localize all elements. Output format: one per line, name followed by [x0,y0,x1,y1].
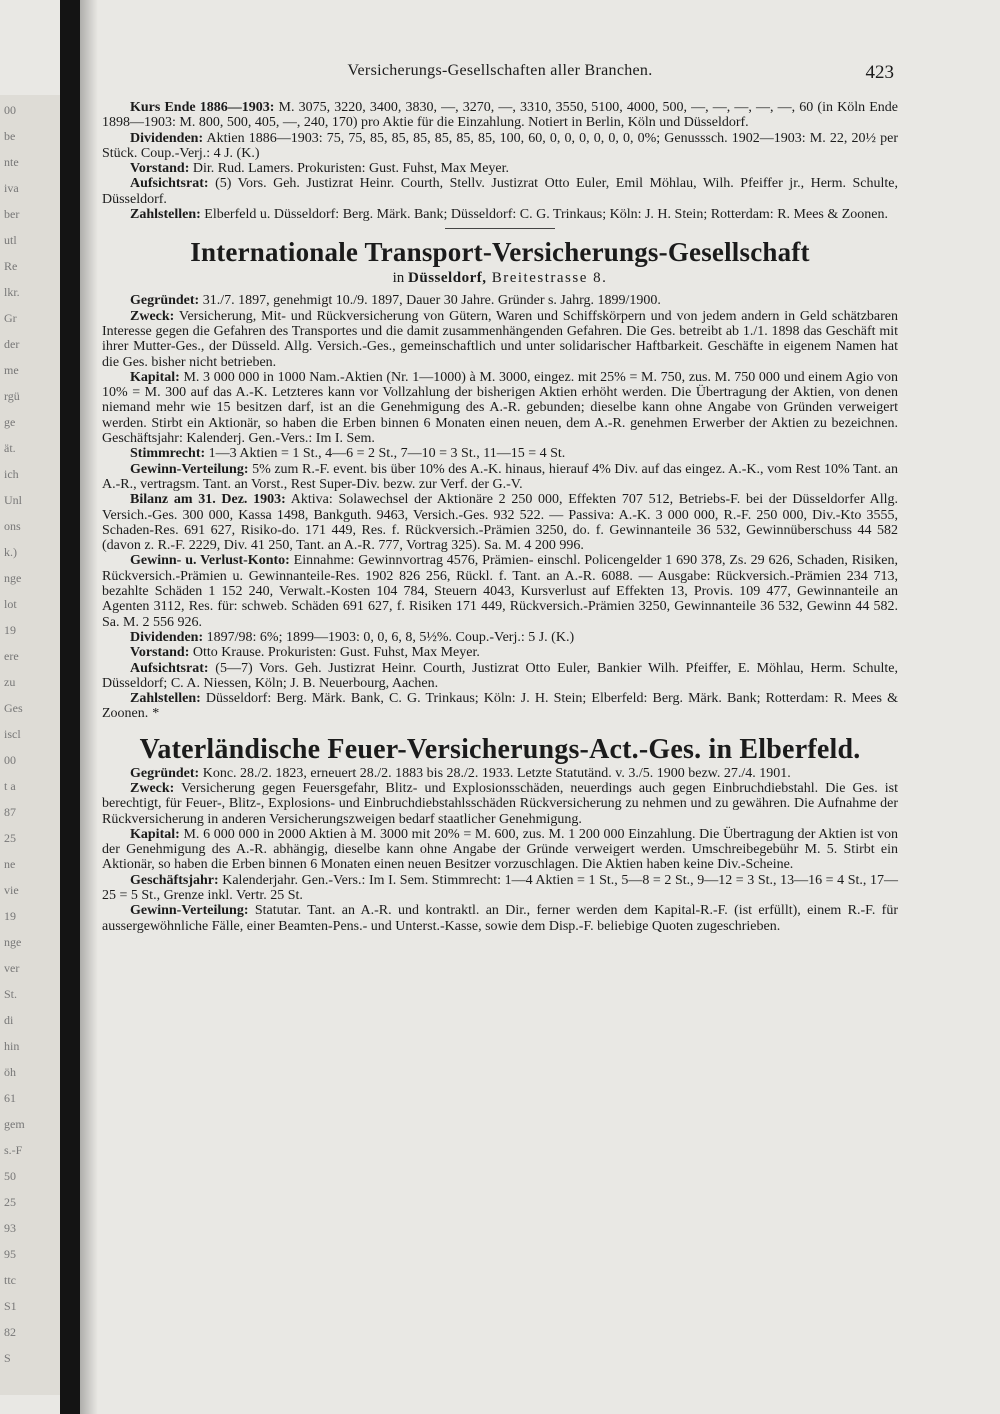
facing-page-fragment: ttc [4,1273,16,1287]
company-location [102,269,898,287]
entry-paragraph [102,691,898,722]
entry-paragraph [102,293,898,308]
entry-paragraph [102,161,898,176]
entry-paragraph [102,100,898,131]
closing-mark: * [152,706,160,722]
entry-paragraph [102,645,898,660]
entry-label: Gewinn-Verteilung: [130,903,249,919]
facing-page-fragment: ons [4,519,21,533]
entry-text: (5—7) Vors. Geh. Justizrat Heinr. Courth, Justizrat Otto Euler, Bankier Wilh. Pfeiffer, E. Möhlau, Herm. Schulte, Düsseldorf; C. A. Niessen, Köln; J. B. Neuerbourg, Aachen. [102,660,898,691]
facing-page-fragment: ver [4,961,20,975]
facing-page-fragment: 00 [4,103,16,117]
facing-page-fragment: ät. [4,441,16,455]
entry-label: Zweck: [130,308,175,324]
entry-paragraph [102,661,898,692]
facing-page-fragment: der [4,337,20,351]
facing-page-fragment: hin [4,1039,20,1053]
facing-page-fragment: 87 [4,805,16,819]
entry-paragraph [102,827,898,873]
entry-paragraph [102,370,898,446]
section-previous-company [102,100,898,222]
facing-page-fragment: 93 [4,1221,16,1235]
facing-page-fragment: 00 [4,753,16,767]
entry-label: Bilanz am 31. Dez. 1903: [130,492,286,508]
entry-paragraph [102,309,898,370]
facing-page-fragment: ber [4,207,20,221]
entry-paragraph [102,873,898,904]
entry-paragraph [102,553,898,629]
entry-paragraph [102,781,898,827]
facing-page-fragment: s.-F [4,1143,23,1157]
entry-label: Dividenden: [130,130,204,146]
company-title: Internationale Transport-Versicherungs-Gesellschaft [190,237,810,268]
facing-page-fragment: 50 [4,1169,16,1183]
facing-page-fragment: zu [4,675,16,689]
entry-text: M. 3075, 3220, 3400, 3830, —, 3270, —, 3310, 3550, 5100, 4000, 500, —, —, —, —, —, 60 (in Köln Ende 1898—1903: M. 800, 500, 405, —, 240, 170) pro Aktie für die Einzahlung. Notiert in Berlin, Köln und Düsseldorf. [102,100,899,131]
facing-page-fragment: S [4,1351,11,1365]
entry-text: Otto Krause. Prokuristen: Gust. Fuhst, Max Meyer. [189,645,480,661]
entry-label: Zahlstellen: [130,691,201,707]
facing-page-fragment: Re [4,259,18,273]
facing-page-fragment: utl [4,233,17,247]
entry-paragraph [102,131,898,162]
entry-paragraph [102,446,898,461]
facing-page-fragment: ich [4,467,19,481]
entry-label: Kapital: [130,826,180,842]
facing-page-fragment: gem [4,1117,25,1131]
entry-label: Gegründet: [130,765,200,781]
entry-label: Kapital: [130,369,180,385]
facing-page-fragment: k.) [4,545,17,559]
entry-body [102,293,898,721]
entry-text: Elberfeld u. Düsseldorf: Berg. Märk. Bank; Düsseldorf: C. G. Trinkaus; Köln: J. H. Stein; Rotterdam: R. Mees & Zoonen. [200,207,889,223]
facing-page-fragment: 82 [4,1325,16,1339]
facing-page-margin [0,95,60,1395]
entry-text: 1897/98: 6%; 1899—1903: 0, 0, 6, 8, 5½%. Coup.-Verj.: 5 J. (K.) [203,629,575,645]
spine-shadow [80,0,98,1414]
running-head [102,62,898,92]
section-divider [445,228,555,229]
entry-paragraph [102,176,898,207]
facing-page-fragment: 19 [4,623,16,637]
facing-page-fragment: me [4,363,19,377]
entry-text: Düsseldorf: Berg. Märk. Bank, C. G. Trinkaus; Köln: J. H. Stein; Elberfeld: Berg. Märk. Bank; Rotterdam: R. Mees & Zoonen. [102,691,898,722]
entry-label: Aufsichtsrat: [130,176,209,192]
entry-text: Einnahme: Gewinnvortrag 4576, Prämien- einschl. Policengelder 1 690 378, Zs. 29 626, Schaden, Risiken, Rückversich.-Prämien u. Gewinnanteile-Res. 1902 826 256, Rückl. f. Tant. an A.-R. 6088. — Ausgabe: Rückversich.-Prämien 234 713, bezahlte Schäden 1 152 240, Verwalt.-Kosten 104 784, Steuern 4043, Kursverlust auf Effekten 13, Provis. 109 477, Gewinnanteile an Agenten 3112, Res. für: schweb. Schäden 691 627, f. Risiken 171 449, Rückversich.-Prämien 3250, Gewinnanteile 36 532, Gewinn 44 582. Sa. M. 2 556 926. [102,553,898,630]
facing-page-fragment: rgü [4,389,20,403]
entry-text: (5) Vors. Geh. Justizrat Heinr. Courth, Stellv. Justizrat Otto Euler, Emil Möhlau, Wilh. Pfeiffer jr., Herm. Schulte, Düsseldorf. [102,176,898,207]
entry-text: Dir. Rud. Lamers. Prokuristen: Gust. Fuhst, Max Meyer. [189,161,510,177]
facing-page-fragment: ere [4,649,19,663]
facing-page-fragment: lot [4,597,17,611]
facing-page-fragment: 19 [4,909,16,923]
facing-page-fragment: iva [4,181,19,195]
facing-page-fragment: öh [4,1065,16,1079]
facing-page-fragment: lkr. [4,285,20,299]
facing-page-fragment: be [4,129,16,143]
entry-text: 1—3 Aktien = 1 St., 4—6 = 2 St., 7—10 = 3 St., 11—15 = 4 St. [205,446,566,462]
entry-paragraph [102,903,898,934]
entry-text: Konc. 28./2. 1823, erneuert 28./2. 1883 bis 28./2. 1933. Letzte Statutänd. v. 3./5. 1900 bezw. 27./4. 1901. [199,765,791,781]
facing-page-fragment: ne [4,857,16,871]
running-title: Versicherungs-Gesellschaften aller Branchen. [347,62,653,79]
facing-page-fragment: Ges [4,701,23,715]
entry-text: Aktien 1886—1903: 75, 75, 85, 85, 85, 85, 85, 85, 100, 60, 0, 0, 0, 0, 0, 0, 0%; Genusssch. 1902—1903: M. 22, 20½ per Stück. Coup.-Verj.: 4 J. (K.) [102,130,898,161]
facing-page-fragment: ge [4,415,16,429]
entry-paragraph [102,630,898,645]
entry-text: Kalenderjahr. Gen.-Vers.: Im I. Sem. Stimmrecht: 1—4 Aktien = 1 St., 5—8 = 2 St., 9—12 = 3 St., 13—16 = 4 St., 17—25 = 5 St., Grenze inkl. Vertr. 25 St. [102,872,898,904]
entry-text: Versicherung gegen Feuersgefahr, Blitz- und Explosionsschäden, neuerdings auch gegen Einbruchdiebstahl. Die Ges. ist berechtigt, für Feuer-, Blitz-, Explosions- und Einbruchdiebstahlsschäden Rückversicherung zu nehmen und zu gewähren. Die Aufnahme der Rückversicherung in anderen Versicherungszweigen bedarf staatlicher Genehmigung. [102,780,898,827]
entry-label: Gewinn-Verteilung: [130,461,249,477]
facing-page-fragment: Unl [4,493,22,507]
entry-text: Versicherung, Mit- und Rückversicherung von Gütern, Waren und Schiffskörpern und von jedem andern in Geld schätzbaren Interesse gegen die Gefahren des Transportes und die damit zusammenhängenden Gefahren. Die Ges. betreibt ab 1./1. 1898 das Geschäft mit ihrer Mutter-Ges., der Düsseld. Allg. Versich.-Ges., gemeinschaftlich und unter solidarischer Haftbarkeit. Geschäfte in eigenem Namen hat die Ges. bisher nicht betrieben. [102,308,898,370]
entry-paragraph [102,492,898,553]
entry-paragraph [102,207,898,222]
facing-page-fragment: St. [4,987,18,1001]
entry-text: M. 3 000 000 in 1000 Nam.-Aktien (Nr. 1—1000) à M. 3000, eingez. mit 25% = M. 750, zus. M. 750 000 und einem Agio von 10% = M. 300 auf das A.-K. Letzteres kann vor Vollzahlung der bisherigen Aktien erhöht werden. Die Übertragung der Aktien, von denen niemand mehr wie 15 besitzen darf, ist an die Genehmigung des A.-R. gebunden; dieselbe kann ohne Angabe von Gründen verweigert werden. Stirbt ein Aktionär, so haben die Erben binnen 6 Monaten einen neuen, dem A.-R. genehmen Erwerber der Aktien zu bezeichnen. Geschäftsjahr: Kalenderj. Gen.-Vers.: Im I. Sem. [102,369,898,447]
entry-label: Kurs Ende 1886—1903: [130,100,275,115]
facing-page-fragment: nge [4,935,22,949]
facing-page-fragment: 25 [4,831,16,845]
entry-label: Aufsichtsrat: [130,660,209,676]
entry-paragraph [102,462,898,493]
facing-page-fragment: nte [4,155,19,169]
facing-page-fragment: vie [4,883,19,897]
facing-page-fragment: 25 [4,1195,16,1209]
entry-label: Stimmrecht: [130,446,206,462]
company-title: Vaterländische Feuer-Versicherungs-Act.-Ges. in Elberfeld. [139,733,861,765]
entry-label: Dividenden: [130,629,204,645]
location-address: Breitestrasse 8. [486,270,608,287]
book-page [102,62,898,934]
facing-page-fragment: 61 [4,1091,16,1105]
entry-text: Aktiva: Solawechsel der Aktionäre 2 250 000, Effekten 707 512, Betriebs-F. bei der Düsseldorfer Allg. Versich.-Ges. 300 000, Kassa 1498, Bankguth. 9463, Versich.-Ges. 932 522. — Passiva: A.-K. 3 000 000, R.-F. 250 000, Div.-Kto 3555, Schaden-Res. 691 627, Risiko-do. 171 449, Res. f. Rückversich.-Prämien 3250, do. f. Gewinnanteile 36 532, Gewinnüberschuss 44 582 (davon z. R.-F. 2229, Div. 41 250, Tant. an A.-R. 777, Vortrag 325). Sa. M. 4 200 996. [102,492,898,554]
location-city: Düsseldorf, [408,270,487,287]
page-number: 423 [865,62,894,83]
facing-page-fragment: di [4,1013,14,1027]
entry-label: Gewinn- u. Verlust-Konto: [130,553,290,569]
facing-page-fragment: t a [4,779,16,793]
entry-label: Geschäftsjahr: [130,872,219,888]
section-international-transport [102,236,898,721]
entry-label: Zweck: [130,780,175,796]
entry-label: Gegründet: [130,293,200,309]
facing-page-fragment: S1 [4,1299,17,1313]
entry-text: Statutar. Tant. an A.-R. und kontraktl. an Dir., ferner werden dem Kapital-R.-F. (ist erfüllt), einem R.-F. für aussergewöhnliche Fälle, einer Beamten-Pens.- und Unterst.-Kasse, sowie dem Disp.-F. beliebige Quoten zugeschrieben. [102,903,898,934]
facing-page-fragment: nge [4,571,22,585]
book-binding [60,0,80,1414]
entry-paragraph [102,766,898,781]
entry-body [102,766,898,934]
facing-page-fragment: 95 [4,1247,16,1261]
entry-label: Vorstand: [130,645,190,661]
section-vaterlaendische [102,734,898,934]
entry-label: Vorstand: [130,161,190,177]
facing-page-fragment: Gr [4,311,17,325]
entry-text: 5% zum R.-F. event. bis über 10% des A.-K. hinaus, hierauf 4% Div. auf das eingez. A.-K., vom Rest 10% Tant. an A.-R., vertragsm. Tant. an Vorst., Rest Super-Div. bezw. zur Verf. der G.-V. [102,461,898,492]
entry-text: M. 6 000 000 in 2000 Aktien à M. 3000 mit 20% = M. 600, zus. M. 1 200 000 Einzahlung. Die Übertragung der Aktien ist von der Genehmigung des A.-R. abhängig, dieselbe kann ohne Angabe der Gründe verweigert werden. Umschreibegebühr M. 5. Stirbt ein Aktionär, so haben die Erben binnen 6 Monaten einen neuen Besitzer vorzuschlagen. Die Aktien haben keine Div.-Scheine. [102,826,898,873]
location-prefix: in [392,270,409,287]
entry-label: Zahlstellen: [130,207,201,223]
facing-page-fragment: iscl [4,727,21,741]
entry-text: 31./7. 1897, genehmigt 10./9. 1897, Dauer 30 Jahre. Gründer s. Jahrg. 1899/1900. [199,293,661,309]
